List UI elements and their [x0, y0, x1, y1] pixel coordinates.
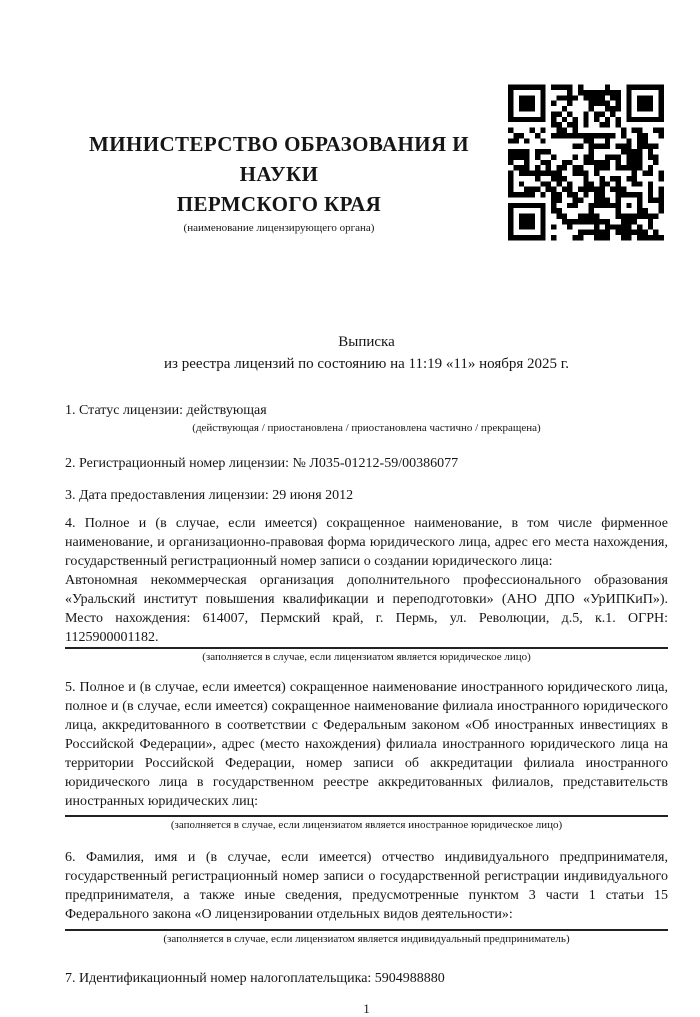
legal-entity-caption: (заполняется в случае, если лицензиатом является юридическое лицо)	[202, 651, 531, 663]
taxpayer-number-text: 7. Идентификационный номер налогоплательщика: 5904988880	[65, 971, 445, 986]
document-title	[65, 331, 668, 375]
license-status-text: 1. Статус лицензии: действующая	[65, 403, 267, 418]
section-grant-date	[65, 486, 668, 505]
ministry-name-line2: ПЕРМСКОГО КРАЯ	[176, 192, 382, 216]
doc-title-line2: из реестра лицензий по состоянию на 11:19 «11» ноября 2025 г.	[164, 356, 569, 372]
individual-entrepreneur-caption: (заполняется в случае, если лицензиатом является индивидуальный предприниматель)	[163, 933, 570, 945]
section-registration-number	[65, 454, 668, 473]
license-status-options-caption: (действующая / приостановлена / приостановлена частично / прекращена)	[192, 422, 541, 434]
grant-date-text: 3. Дата предоставления лицензии: 29 июня 2012	[65, 488, 354, 503]
legal-entity-heading: 4. Полное и (в случае, если имеется) сокращенное наименование, в том числе фирменное наименование, и организационно-правовая форма юридического лица, адрес его места нахождения, государственный регистрационный номер записи о создании юридического лица:	[65, 516, 668, 569]
doc-title-line1: Выписка	[338, 334, 395, 350]
section-taxpayer-number	[65, 969, 668, 988]
page-number: 1	[363, 1001, 370, 1016]
document-content	[65, 0, 668, 1017]
foreign-entity-caption: (заполняется в случае, если лицензиатом является иностранное юридическое лицо)	[170, 819, 563, 831]
licensing-authority-header	[65, 129, 493, 236]
ministry-caption: (наименование лицензирующего органа)	[183, 222, 375, 234]
individual-entrepreneur-heading: 6. Фамилия, имя и (в случае, если имеется) отчество индивидуального предпринимателя, государственный регистрационный номер записи о государственной регистрации индивидуального предпринимателя, а также иные сведения, предусмотренные пунктом 3 части 1 статьи 15 Федерального закона «О лицензировании отдельных видов деятельности»:	[65, 850, 668, 922]
registration-number-text: 2. Регистрационный номер лицензии: № Л035-01212-59/00386077	[65, 456, 459, 471]
section-individual-entrepreneur	[65, 848, 668, 948]
legal-entity-value: Автономная некоммерческая организация дополнительного профессионального образования «Уральский институт повышения квалификации и переподготовки» (АНО ДПО «УрИПКиП»). Место нахождения: 614007, Пермский край, г. Пермь, ул. Революции, д.5, к.1. ОГРН: 1125900001182.	[65, 573, 668, 645]
foreign-entity-heading: 5. Полное и (в случае, если имеется) сокращенное наименование иностранного юридического лица, полное и (в случае, если имеется) сокращенное наименование филиала иностранного юридического лица, аккредитованного в соответствии с Федеральным законом «Об иностранных инвестициях в Российской Федерации», адрес (место нахождения) филиала иностранного юридического лица на территории Российской Федерации, номер записи об аккредитации филиала иностранного юридического лица в государственном реестре аккредитованных филиалов, представительств иностранных юридических лиц:	[65, 680, 668, 809]
section-legal-entity	[65, 514, 668, 666]
ministry-name-line1: МИНИСТЕРСТВО ОБРАЗОВАНИЯ И НАУКИ	[89, 132, 469, 186]
section-license-status	[65, 401, 668, 437]
section-foreign-entity	[65, 678, 668, 834]
